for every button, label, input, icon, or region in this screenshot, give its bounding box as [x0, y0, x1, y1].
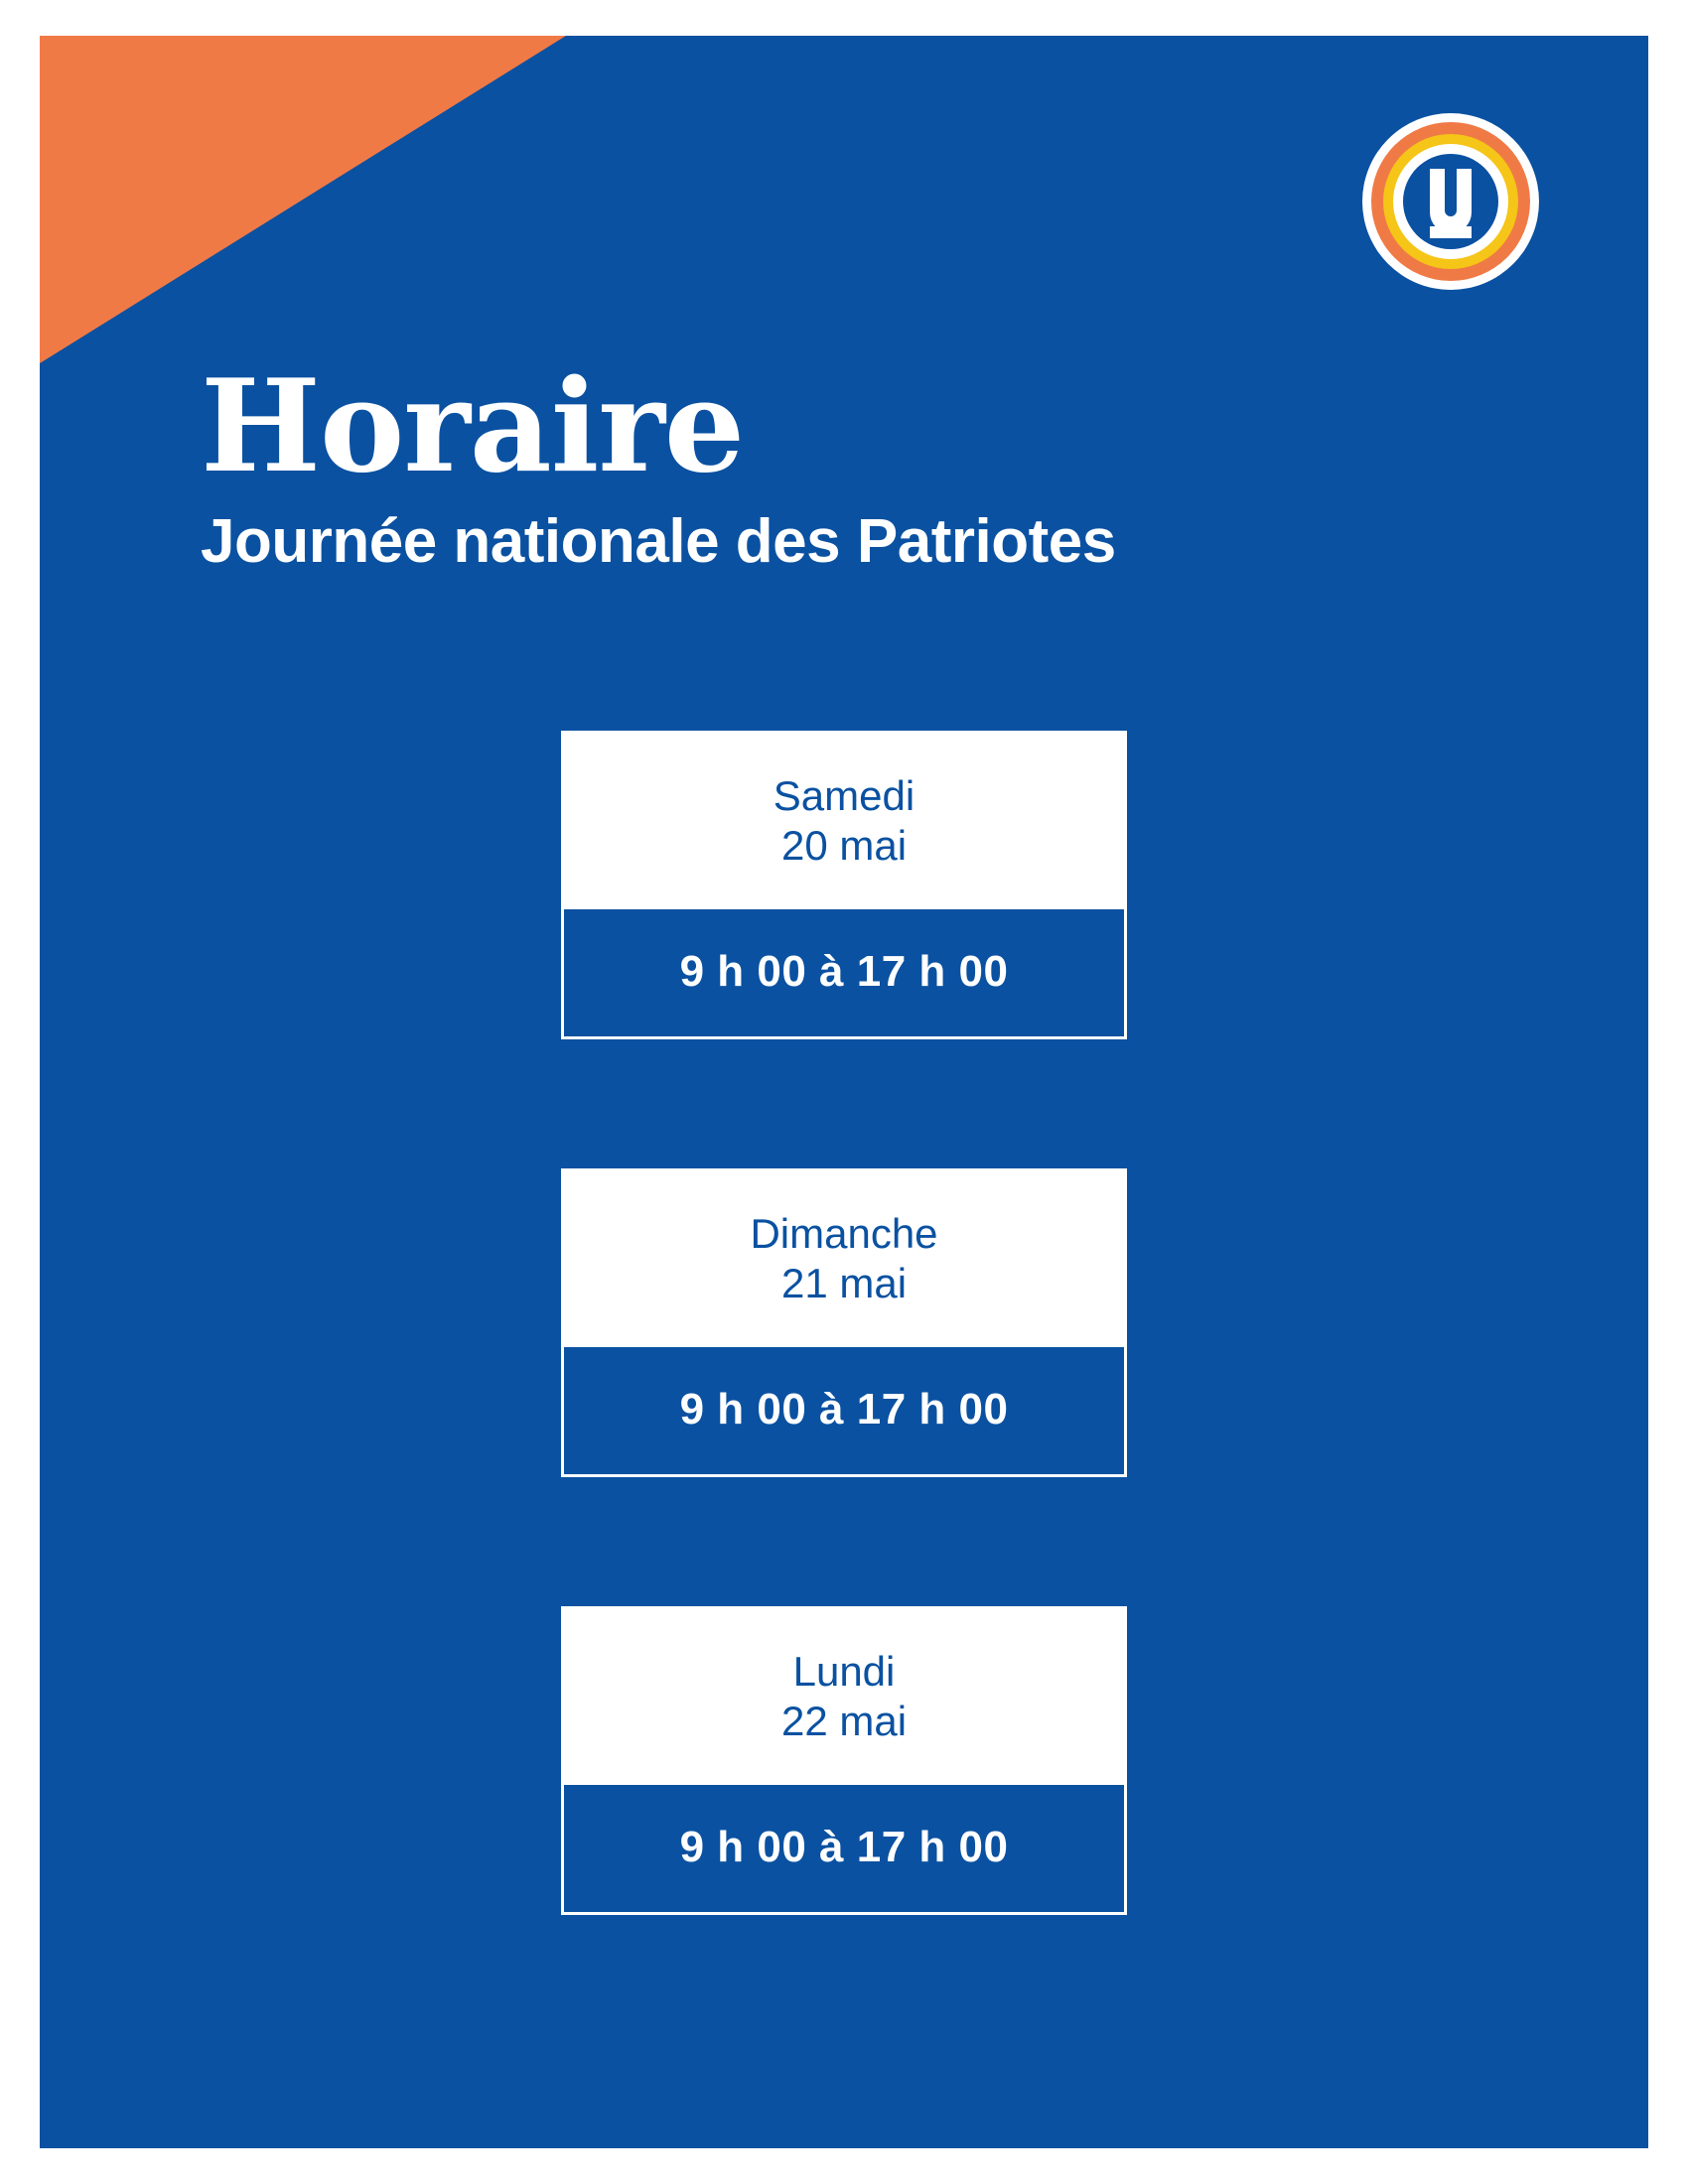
schedule-day-date: 20 mai	[780, 821, 908, 869]
page-subtitle: Journée nationale des Patriotes	[201, 507, 1116, 576]
universite-logo	[1360, 111, 1541, 292]
schedule-card-day	[564, 1171, 1124, 1347]
schedule-day-name: Dimanche	[750, 1210, 938, 1258]
schedule-list	[40, 731, 1648, 1915]
schedule-card-day	[564, 734, 1124, 909]
schedule-day-date: 21 mai	[780, 1259, 908, 1306]
page-title: Horaire	[201, 352, 745, 501]
poster-canvas	[40, 36, 1648, 2148]
schedule-card	[561, 1168, 1127, 1477]
schedule-card-hours: 9 h 00 à 17 h 00	[564, 1347, 1124, 1474]
orange-corner-banner	[40, 36, 566, 363]
schedule-card	[561, 731, 1127, 1039]
schedule-day-name: Samedi	[773, 772, 915, 819]
schedule-day-date: 22 mai	[780, 1697, 908, 1744]
schedule-card-day	[564, 1609, 1124, 1785]
schedule-card-hours: 9 h 00 à 17 h 00	[564, 909, 1124, 1036]
title-block	[201, 352, 1491, 576]
schedule-card	[561, 1606, 1127, 1915]
schedule-card-hours: 9 h 00 à 17 h 00	[564, 1785, 1124, 1912]
schedule-day-name: Lundi	[792, 1648, 896, 1696]
